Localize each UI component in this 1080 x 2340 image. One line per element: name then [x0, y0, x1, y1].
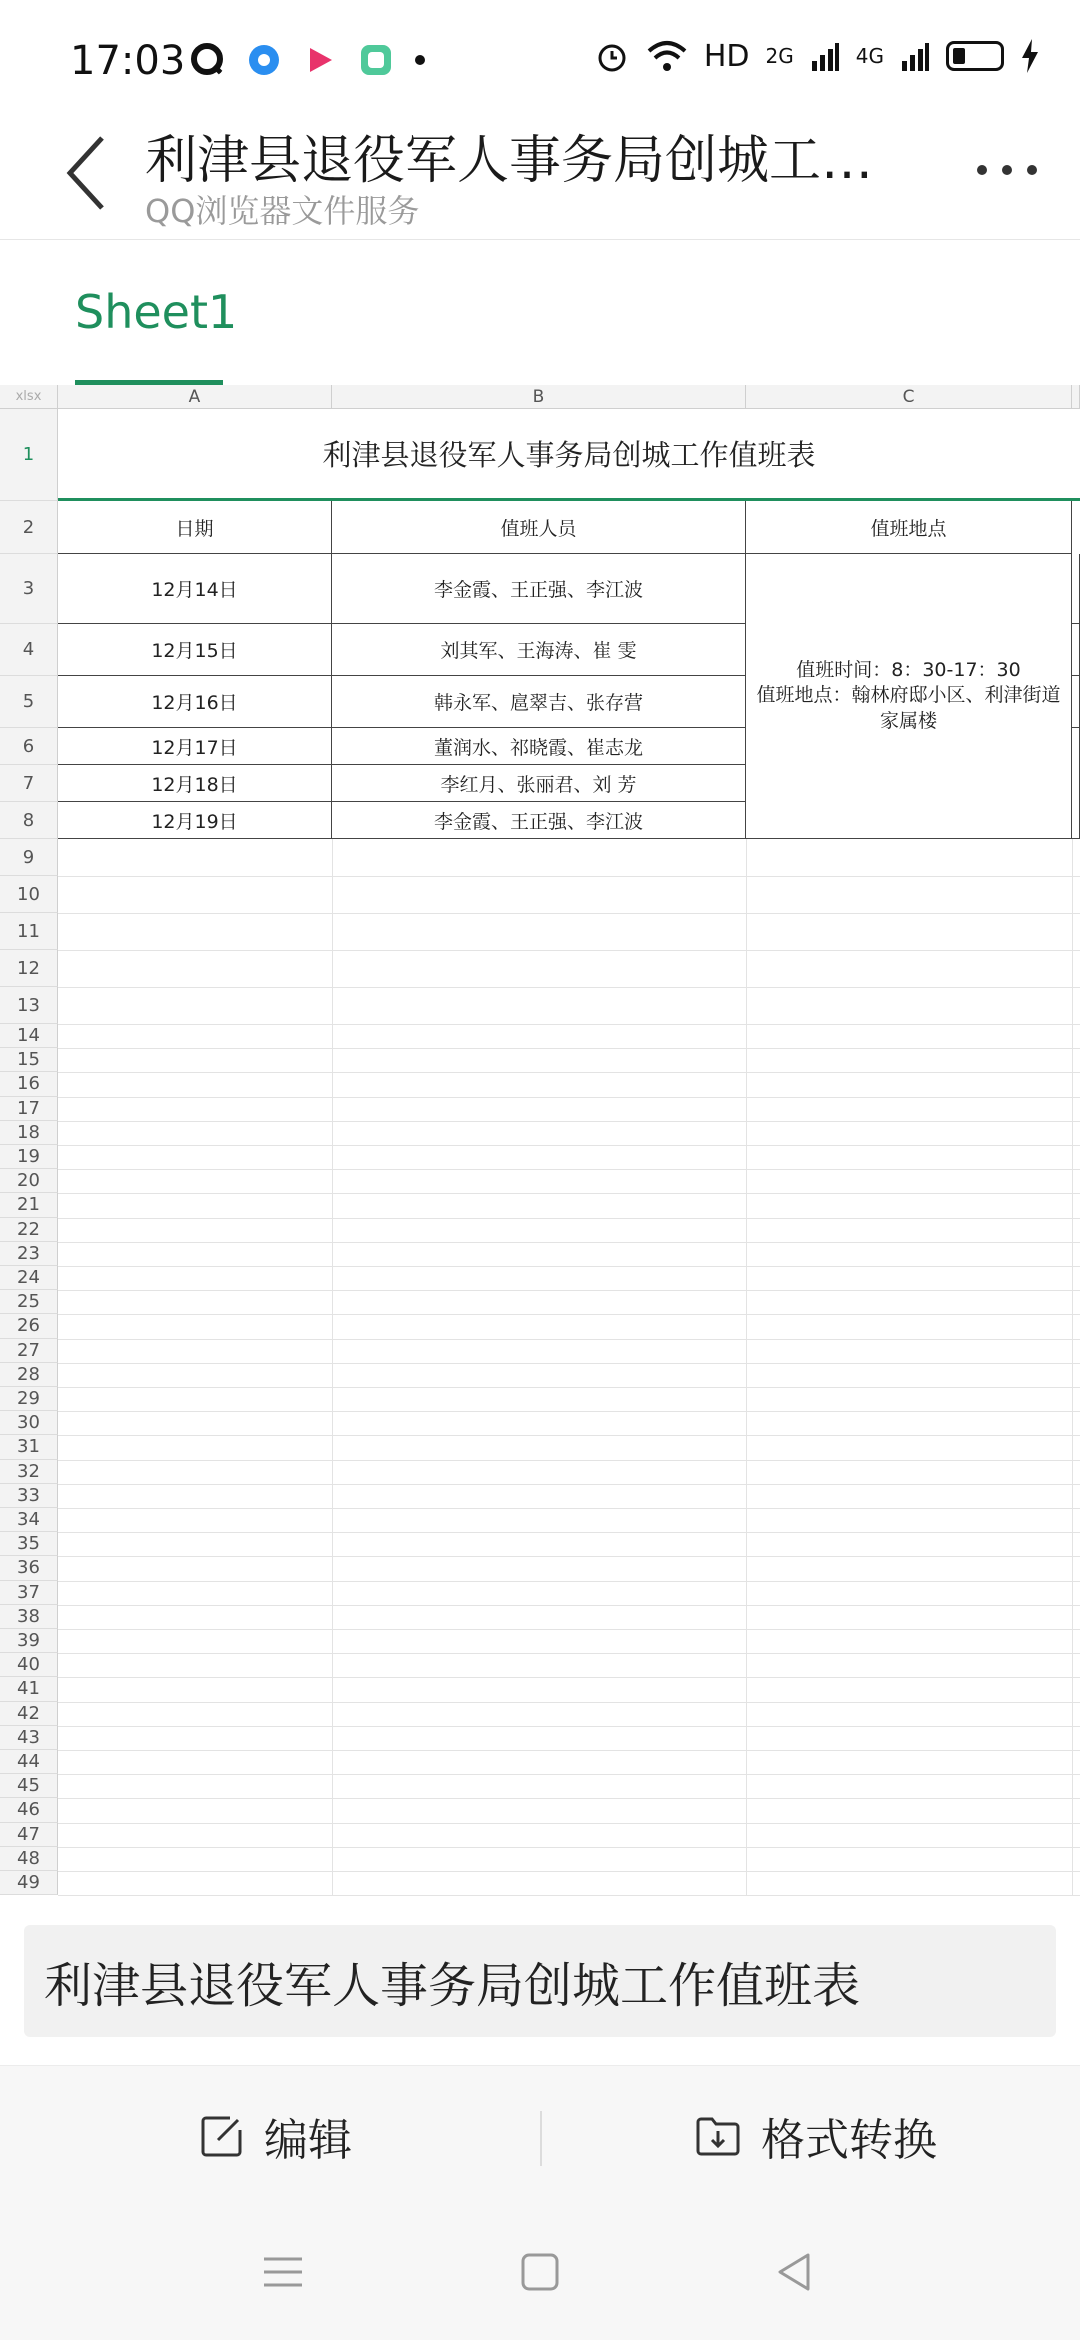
back-arrow-icon[interactable]	[58, 128, 118, 218]
more-notifications-dot-icon	[414, 54, 426, 66]
row-header[interactable]: 39	[0, 1629, 58, 1653]
row-header[interactable]: 48	[0, 1847, 58, 1871]
row-header[interactable]: 23	[0, 1242, 58, 1266]
people-cell[interactable]: 董润水、祁晓霞、崔志龙	[332, 728, 746, 765]
row-header[interactable]: 41	[0, 1677, 58, 1701]
row-header[interactable]: 27	[0, 1339, 58, 1363]
grid-line	[58, 987, 1080, 988]
row-header[interactable]: 7	[0, 765, 58, 802]
signal-icon-2	[900, 41, 930, 71]
row-header[interactable]: 15	[0, 1048, 58, 1072]
row-header[interactable]: 43	[0, 1726, 58, 1750]
folder-download-icon	[695, 2114, 741, 2158]
row-header[interactable]: 19	[0, 1145, 58, 1169]
partial-cell	[1072, 554, 1080, 624]
corner-cell: xlsx	[0, 385, 58, 409]
gallery-icon	[358, 42, 394, 78]
grid-line	[58, 876, 1080, 877]
page-subtitle: QQ浏览器文件服务	[145, 192, 420, 230]
date-cell[interactable]: 12月16日	[58, 676, 332, 728]
youyu-icon	[302, 42, 338, 78]
row-header[interactable]: 31	[0, 1435, 58, 1459]
system-status	[594, 38, 1040, 74]
grid-line	[58, 1411, 1080, 1412]
app-header	[0, 110, 1080, 240]
row-header[interactable]: 25	[0, 1290, 58, 1314]
row-header[interactable]: 5	[0, 676, 58, 728]
row-header[interactable]: 49	[0, 1871, 58, 1895]
grid-line	[58, 1629, 1080, 1630]
sheet-tabs	[0, 240, 1080, 385]
battery-icon	[946, 41, 1004, 71]
row-header[interactable]: 45	[0, 1774, 58, 1798]
row-header[interactable]: 46	[0, 1798, 58, 1822]
convert-format-button[interactable]	[695, 2066, 937, 2206]
network-type: HD	[703, 38, 750, 74]
row-header[interactable]: 33	[0, 1484, 58, 1508]
grid-line	[58, 1750, 1080, 1751]
row-header[interactable]: 36	[0, 1556, 58, 1580]
grid-line	[58, 1048, 1080, 1049]
grid-line	[58, 1653, 1080, 1654]
row-header[interactable]: 12	[0, 950, 58, 987]
grid-line	[58, 1435, 1080, 1436]
row-header[interactable]: 18	[0, 1121, 58, 1145]
back-nav-icon[interactable]	[770, 2247, 820, 2297]
row-header[interactable]: 42	[0, 1702, 58, 1726]
grid-line	[58, 1823, 1080, 1824]
row-header[interactable]: 32	[0, 1460, 58, 1484]
partial-cell	[1072, 728, 1080, 839]
spreadsheet-grid[interactable]	[0, 385, 1080, 1900]
menu-nav-icon[interactable]	[258, 2247, 308, 2297]
grid-line	[58, 1871, 1080, 1872]
row-header[interactable]: 8	[0, 802, 58, 839]
row-header[interactable]: 38	[0, 1605, 58, 1629]
row-header[interactable]: 29	[0, 1387, 58, 1411]
grid-line	[1072, 839, 1073, 1895]
row-header[interactable]: 34	[0, 1508, 58, 1532]
date-cell[interactable]: 12月14日	[58, 554, 332, 624]
edit-button[interactable]	[200, 2066, 352, 2206]
grid-line	[58, 1314, 1080, 1315]
row-header[interactable]: 14	[0, 1024, 58, 1048]
signal-icon	[810, 41, 840, 71]
row-header[interactable]: 17	[0, 1097, 58, 1121]
grid-line	[58, 1072, 1080, 1073]
grid-line	[58, 1532, 1080, 1533]
date-cell[interactable]: 12月19日	[58, 802, 332, 839]
grid-line	[58, 1266, 1080, 1267]
row-header[interactable]: 40	[0, 1653, 58, 1677]
date-cell[interactable]: 12月17日	[58, 728, 332, 765]
row-header[interactable]: 35	[0, 1532, 58, 1556]
grid-line	[58, 1774, 1080, 1775]
grid-line	[58, 1363, 1080, 1364]
people-cell[interactable]: 李金霞、王正强、李江波	[332, 802, 746, 839]
page-title: 利津县退役军人事务局创城工…	[145, 131, 874, 191]
row-header[interactable]: 9	[0, 839, 58, 876]
more-options-icon[interactable]	[972, 150, 1042, 190]
bottom-toolbar	[0, 2065, 1080, 2205]
row-header[interactable]: 3	[0, 554, 58, 624]
people-cell[interactable]: 李金霞、王正强、李江波	[332, 554, 746, 624]
grid-line	[58, 950, 1080, 951]
row-header[interactable]: 11	[0, 913, 58, 950]
grid-line	[58, 1460, 1080, 1461]
row-header[interactable]: 30	[0, 1411, 58, 1435]
grid-line	[58, 1605, 1080, 1606]
grid-line	[58, 1556, 1080, 1557]
sheet-title-cell[interactable]: 利津县退役军人事务局创城工作值班表	[58, 409, 1080, 501]
signal-4g-label: 4G	[855, 44, 884, 68]
row-header[interactable]: 10	[0, 876, 58, 913]
grid-line	[58, 1193, 1080, 1194]
qq-browser-icon	[190, 42, 226, 78]
signal-2g-label: 2G	[765, 44, 794, 68]
partial-cell	[1072, 676, 1080, 728]
grid-line	[58, 1145, 1080, 1146]
grid-line	[58, 1726, 1080, 1727]
row-header[interactable]: 26	[0, 1314, 58, 1338]
grid-line	[58, 1387, 1080, 1388]
grid-line	[58, 1218, 1080, 1219]
tab-sheet1[interactable]: Sheet1	[75, 285, 238, 339]
header-cell-location[interactable]: 值班地点	[746, 501, 1072, 554]
people-cell[interactable]: 刘其军、王海涛、崔 雯	[332, 624, 746, 676]
grid-line	[58, 1169, 1080, 1170]
column-header-c[interactable]: C	[746, 385, 1072, 409]
grid-line	[58, 1508, 1080, 1509]
edit-label: 编辑	[264, 2115, 352, 2166]
grid-line	[58, 913, 1080, 914]
row-header[interactable]: 28	[0, 1363, 58, 1387]
row-header[interactable]: 24	[0, 1266, 58, 1290]
row-header[interactable]: 21	[0, 1193, 58, 1217]
column-header-a[interactable]: A	[58, 385, 332, 409]
grid-line	[58, 1024, 1080, 1025]
notification-icons	[190, 42, 426, 78]
app-notification-icon	[246, 42, 282, 78]
grid-line	[58, 1677, 1080, 1678]
merged-location-cell[interactable]: 值班时间：8：30-17：30 值班地点：翰林府邸小区、利津街道家属楼	[746, 554, 1072, 839]
row-header[interactable]: 2	[0, 501, 58, 554]
system-nav-bar	[0, 2205, 1080, 2340]
file-name-bar: 利津县退役军人事务局创城工作值班表	[24, 1925, 1056, 2037]
column-header-d[interactable]	[1072, 385, 1080, 409]
row-header[interactable]: 47	[0, 1823, 58, 1847]
people-cell[interactable]: 李红月、张丽君、刘 芳	[332, 765, 746, 802]
partial-cell	[1072, 624, 1080, 676]
status-time: 17:03	[70, 38, 186, 84]
grid-line	[58, 1798, 1080, 1799]
row-header[interactable]: 13	[0, 987, 58, 1024]
row-header[interactable]: 1	[0, 409, 58, 501]
row-header[interactable]: 22	[0, 1218, 58, 1242]
people-cell[interactable]: 韩永军、扈翠吉、张存营	[332, 676, 746, 728]
grid-line	[58, 1290, 1080, 1291]
grid-line	[58, 1121, 1080, 1122]
row-header[interactable]: 20	[0, 1169, 58, 1193]
charging-icon	[1020, 39, 1040, 73]
grid-line	[58, 1895, 1080, 1896]
grid-line	[58, 1847, 1080, 1848]
edit-icon	[200, 2114, 244, 2158]
wifi-icon	[646, 39, 688, 73]
column-header-b[interactable]: B	[332, 385, 746, 409]
row-header[interactable]: 4	[0, 624, 58, 676]
grid-line	[58, 1702, 1080, 1703]
row-header[interactable]: 44	[0, 1750, 58, 1774]
grid-line	[58, 1097, 1080, 1098]
convert-format-label: 格式转换	[761, 2115, 937, 2166]
home-nav-icon[interactable]	[515, 2247, 565, 2297]
grid-line	[58, 1242, 1080, 1243]
row-header[interactable]: 16	[0, 1072, 58, 1096]
header-cell-people[interactable]: 值班人员	[332, 501, 746, 554]
grid-line	[332, 839, 333, 1895]
toolbar-divider	[540, 2111, 542, 2166]
grid-line	[58, 1339, 1080, 1340]
grid-line	[58, 1581, 1080, 1582]
alarm-icon	[594, 38, 630, 74]
grid-line	[746, 839, 747, 1895]
row-header[interactable]: 37	[0, 1581, 58, 1605]
grid-line	[58, 1484, 1080, 1485]
row-header[interactable]: 6	[0, 728, 58, 765]
header-cell-date[interactable]: 日期	[58, 501, 332, 554]
date-cell[interactable]: 12月18日	[58, 765, 332, 802]
date-cell[interactable]: 12月15日	[58, 624, 332, 676]
